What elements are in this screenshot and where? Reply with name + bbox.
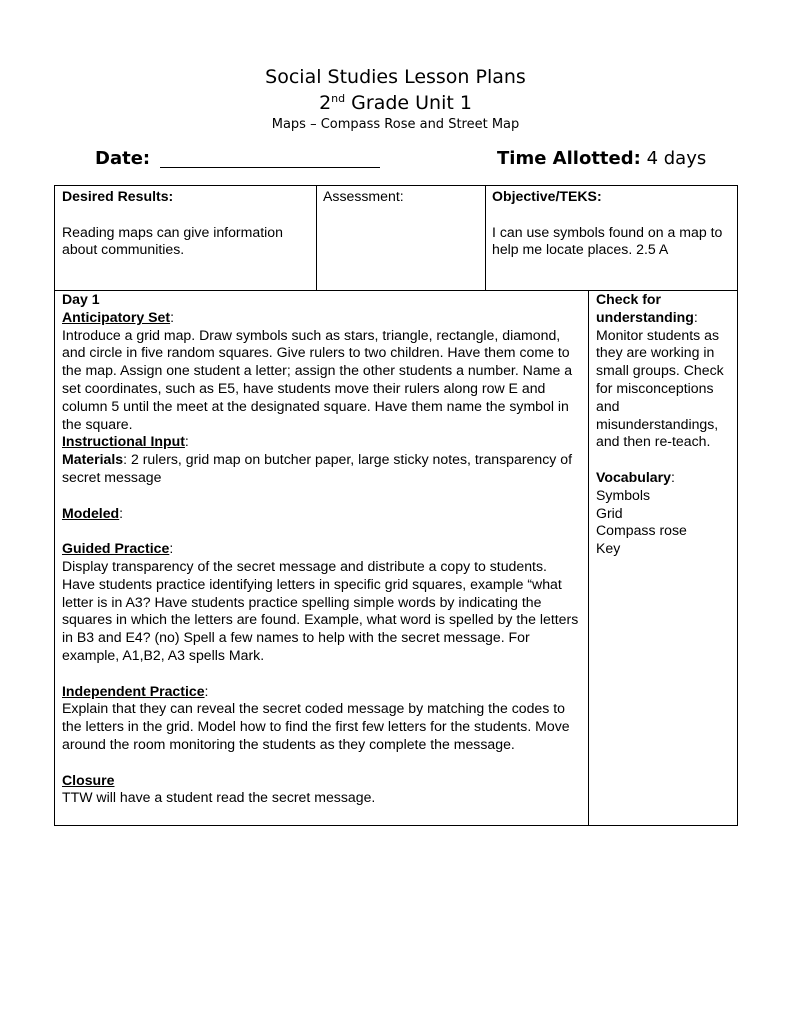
- guided-practice-heading: Guided Practice:: [62, 540, 174, 557]
- date-label: Date:: [95, 148, 151, 169]
- sidebar-cell: [588, 290, 738, 826]
- date-blank-line: [160, 167, 380, 168]
- day-heading: Day 1: [62, 291, 100, 307]
- vocabulary-heading: Vocabulary:: [596, 468, 675, 485]
- grade-ordinal: nd: [331, 92, 346, 105]
- assessment-label: Assessment:: [323, 188, 404, 204]
- objective-cell: [485, 185, 738, 291]
- desired-results-text: Reading maps can give information about communities.: [62, 223, 283, 258]
- desired-results-label: Desired Results:: [62, 188, 174, 204]
- vocabulary-item: Compass rose: [596, 522, 687, 539]
- guided-practice-text: Display transparency of the secret message and distribute a copy to students. Have students practice identifying letters in specific grid squares, example “what letter is in A3? Have students practice spelling simple words by indicating the squares in which the letters are found. Example, what word is spelled by the letters in B3 and E4? (no) Spell a few names to help with the secret message. For example, A1,B2, A3 spells Mark.: [62, 557, 579, 663]
- closure-heading: Closure: [62, 771, 115, 788]
- materials-text: : 2 rulers, grid map on butcher paper, large sticky notes, transparency of secret message: [62, 451, 572, 485]
- independent-practice-heading: Independent Practice:: [62, 682, 209, 699]
- document-subtitle: Maps – Compass Rose and Street Map: [271, 117, 520, 132]
- check-understanding-text: Monitor students as they are working in small groups. Check for misconceptions and misunderstandings, and then re-teach.: [596, 326, 724, 450]
- time-allotted-label: Time Allotted:: [497, 148, 641, 169]
- materials-label: Materials: [62, 451, 124, 468]
- time-allotted: [497, 148, 706, 169]
- vocabulary-item: Grid: [596, 504, 623, 521]
- document-title: Social Studies Lesson Plans: [265, 66, 526, 88]
- instructional-input-heading: Instructional Input:: [62, 433, 189, 450]
- lesson-procedure-cell: [54, 290, 589, 826]
- grade-number: 2: [319, 92, 332, 114]
- objective-text: I can use symbols found on a map to help me locate places. 2.5 A: [492, 223, 723, 258]
- objective-label: Objective/TEKS:: [492, 188, 602, 204]
- materials-paragraph: [62, 451, 581, 487]
- grade-unit-text: Grade Unit 1: [345, 92, 472, 114]
- anticipatory-set-text: Introduce a grid map. Draw symbols such as stars, triangle, rectangle, diamond, and circle in five random squares. Give rulers to two children. Have them come to the map. Assign one student a letter; assign the other students a number. Name a set coordinates, such as E5, have students move their rulers along row E and column 5 until the meet at the designated square. Have them name the symbol in the square.: [62, 326, 573, 432]
- grade-unit-heading: [0, 91, 791, 115]
- desired-results-cell: [54, 185, 317, 291]
- check-understanding-heading: Check for understanding:: [596, 291, 698, 325]
- anticipatory-set-heading: Anticipatory Set:: [62, 308, 174, 325]
- vocabulary-item: Symbols: [596, 486, 651, 503]
- independent-practice-text: Explain that they can reveal the secret coded message by matching the codes to the letters in the grid. Model how to find the first few letters for the students. Move around the room monitoring the students as they complete the message.: [62, 700, 570, 752]
- closure-text: TTW will have a student read the secret message.: [62, 789, 376, 806]
- time-allotted-value: 4 days: [646, 148, 707, 169]
- vocabulary-item: Key: [596, 540, 621, 557]
- assessment-cell: [316, 185, 486, 291]
- modeled-heading: Modeled:: [62, 504, 124, 521]
